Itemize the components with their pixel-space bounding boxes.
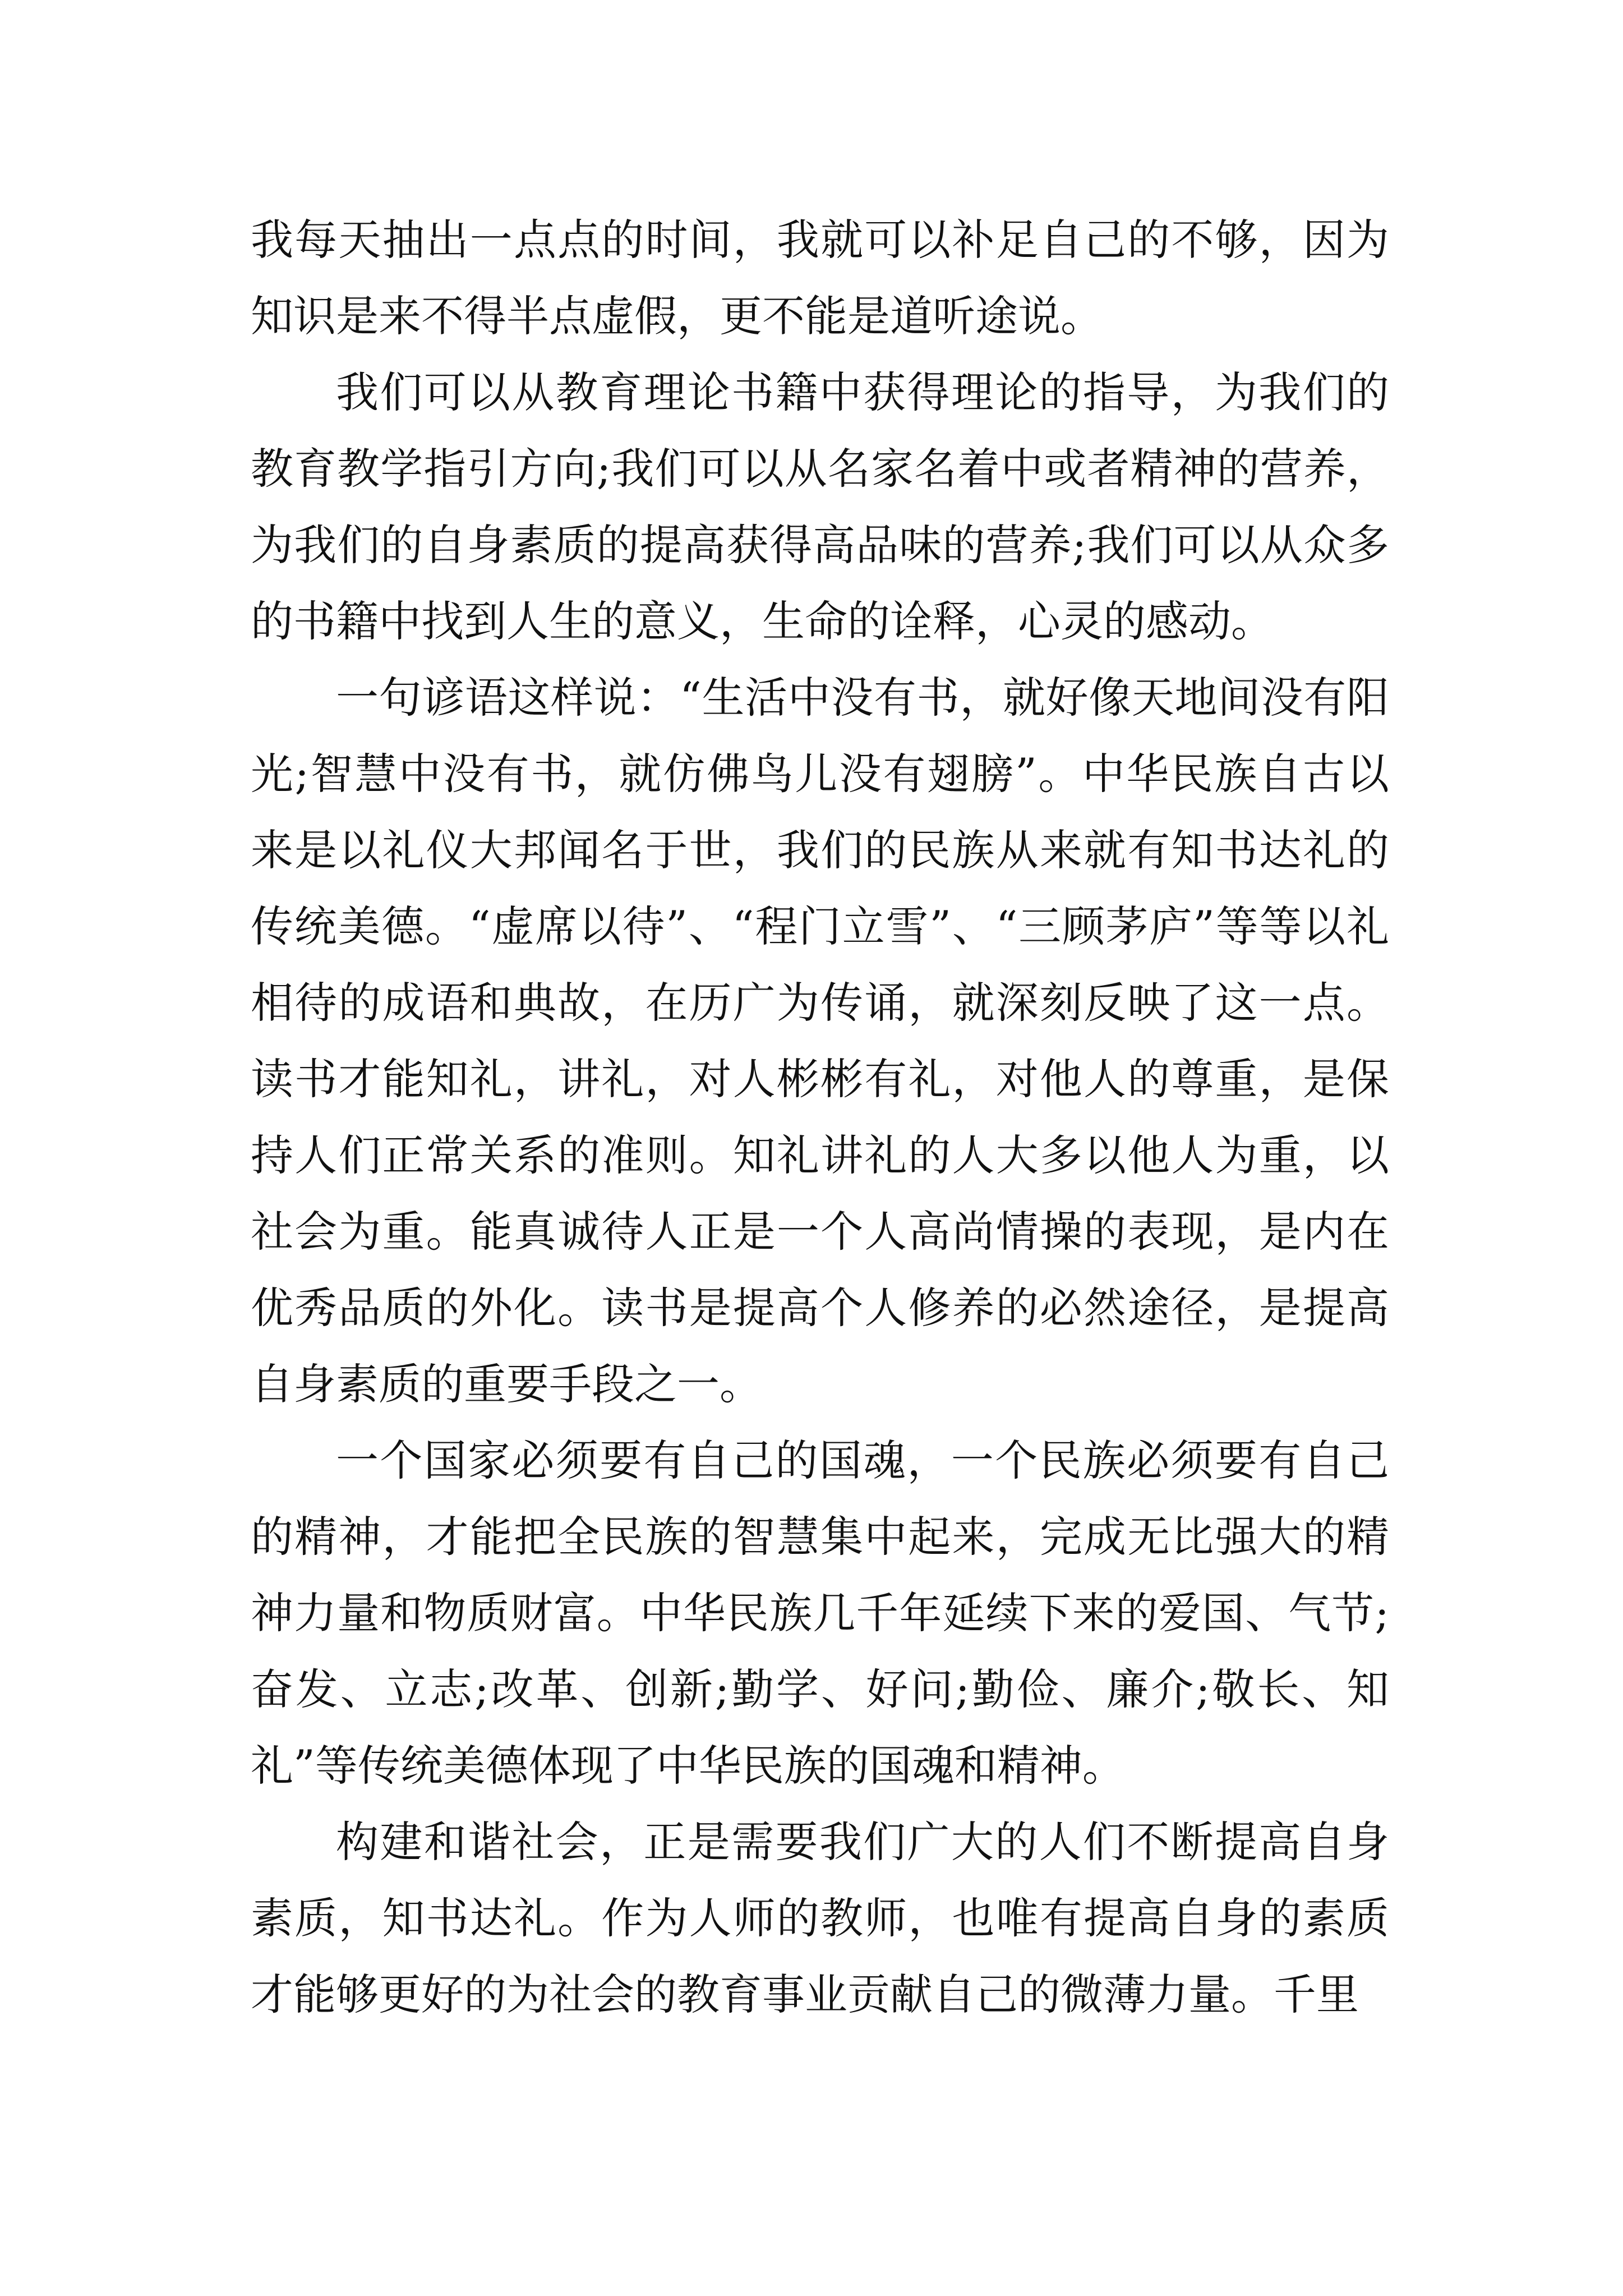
document-body [251, 202, 1389, 2033]
paragraph-proverb-etiquette: 一句谚语这样说：“生活中没有书，就好像天地间没有阳光;智慧中没有书，就仿佛鸟儿没有翅膀”。中华民族自古以来是以礼仪大邦闻名于世，我们的民族从来就有知书达礼的传统美德。“虚席以待”、“程门立雪”、“三顾茅庐”等等以礼相待的成语和典故，在历广为传诵，就深刻反映了这一点。读书才能知礼，讲礼，对人彬彬有礼，对他人的尊重，是保持人们正常关系的准则。知礼讲礼的人大多以他人为重，以社会为重。能真诚待人正是一个人高尚情操的表现，是内在优秀品质的外化。读书是提高个人修养的必然途径，是提高自身素质的重要手段之一。 [251, 673, 1389, 1409]
paragraph-reading-benefits: 我们可以从教育理论书籍中获得理论的指导，为我们的教育教学指引方向;我们可以从名家名着中或者精神的营养，为我们的自身素质的提高获得高品味的营养;我们可以从众多的书籍中找到人生的意义，生命的诠释，心灵的感动。 [251, 367, 1389, 646]
paragraph-national-spirit: 一个国家必须要有自己的国魂，一个民族必须要有自己的精神，才能把全民族的智慧集中起来，完成无比强大的精神力量和物质财富。中华民族几千年延续下来的爱国、气节;奋发、立志;改革、创新;勤学、好问;勤俭、廉介;敬长、知礼”等传统美德体现了中华民族的国魂和精神。 [251, 1435, 1389, 1791]
paragraph-harmonious-society: 构建和谐社会，正是需要我们广大的人们不断提高自身素质，知书达礼。作为人师的教师，也唯有提高自身的素质才能够更好的为社会的教育事业贡献自己的微薄力量。千里 [251, 1817, 1389, 2019]
paragraph-continuation: 我每天抽出一点点的时间，我就可以补足自己的不够，因为知识是来不得半点虚假，更不能是道听途说。 [251, 215, 1389, 341]
